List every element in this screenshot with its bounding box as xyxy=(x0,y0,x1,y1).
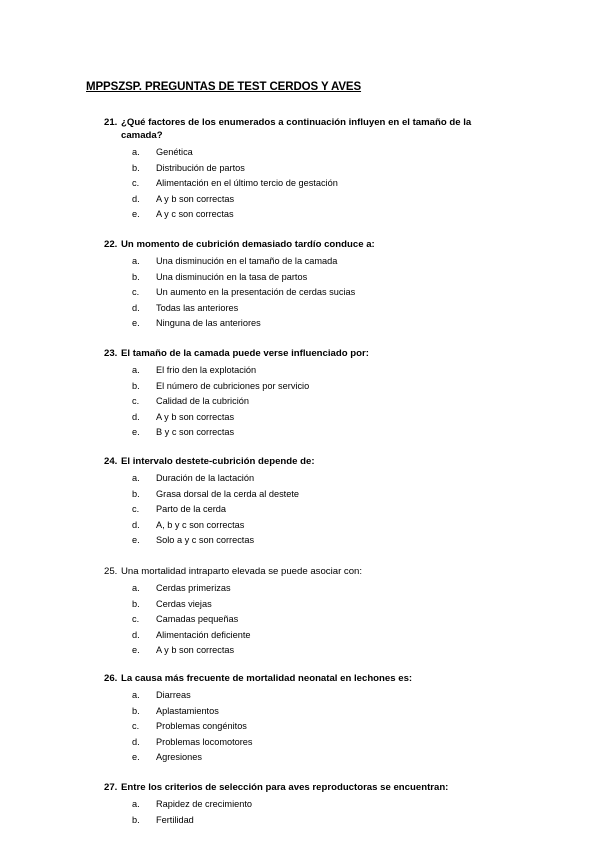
option-text: Duración de la lactación xyxy=(156,473,255,483)
option-letter: e. xyxy=(132,645,140,656)
option-letter: d. xyxy=(132,411,140,422)
option-text: B y c son correctas xyxy=(156,427,235,438)
option-item xyxy=(104,597,504,613)
question-stem xyxy=(104,672,504,685)
option-item xyxy=(104,316,504,332)
option-item xyxy=(104,719,504,735)
question-stem xyxy=(104,565,504,578)
option-item xyxy=(104,176,504,192)
option-text: Camadas pequeñas xyxy=(156,614,239,625)
option-item xyxy=(104,797,504,813)
option-item xyxy=(104,192,504,208)
option-letter: e. xyxy=(132,752,140,763)
option-text: Una disminución en el tamaño de la camada xyxy=(156,256,338,266)
option-letter: b. xyxy=(132,814,140,825)
option-item xyxy=(104,285,504,301)
option-letter: a. xyxy=(132,583,140,593)
option-letter: e. xyxy=(132,318,140,329)
option-item xyxy=(104,207,504,223)
option-letter: c. xyxy=(132,614,140,625)
option-item xyxy=(104,301,504,317)
option-text: Todas las anteriores xyxy=(156,302,239,313)
option-text: Genética xyxy=(156,147,193,157)
option-item xyxy=(104,628,504,644)
question-26 xyxy=(104,672,504,766)
option-item xyxy=(104,518,504,534)
question-text: Un momento de cubrición demasiado tardío conduce a: xyxy=(121,239,375,250)
option-text: Diarreas xyxy=(156,690,191,700)
question-21 xyxy=(104,116,504,223)
question-number: 27. xyxy=(104,782,118,793)
option-letter: a. xyxy=(132,799,140,809)
question-number: 23. xyxy=(104,348,118,359)
question-25 xyxy=(104,565,504,659)
option-text: Fertilidad xyxy=(156,814,194,825)
option-letter: b. xyxy=(132,380,140,391)
option-text: A y c son correctas xyxy=(156,209,234,220)
option-item xyxy=(104,581,504,597)
option-item xyxy=(104,270,504,286)
option-text: Un aumento en la presentación de cerdas sucias xyxy=(156,287,356,298)
question-27 xyxy=(104,781,504,828)
option-letter: d. xyxy=(132,629,140,640)
option-list xyxy=(104,688,504,766)
option-item xyxy=(104,533,504,549)
option-item xyxy=(104,612,504,628)
option-letter: d. xyxy=(132,736,140,747)
question-stem xyxy=(104,238,504,251)
option-text: Solo a y c son correctas xyxy=(156,535,255,546)
option-text: Rapidez de crecimiento xyxy=(156,799,253,809)
question-text: El tamaño de la camada puede verse influenciado por: xyxy=(121,348,369,359)
option-text: Problemas congénitos xyxy=(156,721,247,732)
option-letter: e. xyxy=(132,427,140,438)
option-letter: b. xyxy=(132,488,140,499)
option-letter: a. xyxy=(132,256,140,266)
option-text: Alimentación en el último tercio de gestación xyxy=(156,178,338,189)
option-list xyxy=(104,254,504,332)
option-letter: d. xyxy=(132,519,140,530)
option-text: A y b son correctas xyxy=(156,193,235,204)
question-text: El intervalo destete-cubrición depende de: xyxy=(121,456,315,467)
question-text: Entre los criterios de selección para aves reproductoras se encuentran: xyxy=(121,782,449,793)
option-text: Calidad de la cubrición xyxy=(156,396,249,407)
option-text: Alimentación deficiente xyxy=(156,629,251,640)
question-stem xyxy=(104,781,504,794)
option-letter: c. xyxy=(132,504,140,515)
question-text: La causa más frecuente de mortalidad neonatal en lechones es: xyxy=(121,673,413,684)
option-item xyxy=(104,394,504,410)
option-item xyxy=(104,813,504,829)
option-letter: d. xyxy=(132,193,140,204)
question-text: ¿Qué factores de los enumerados a continuación influyen en el tamaño de la camada? xyxy=(121,117,472,141)
option-text: A y b son correctas xyxy=(156,645,235,656)
option-letter: a. xyxy=(132,473,140,483)
option-text: Problemas locomotores xyxy=(156,736,253,747)
option-text: A, b y c son correctas xyxy=(156,519,245,530)
option-item xyxy=(104,379,504,395)
question-22 xyxy=(104,238,504,332)
question-stem xyxy=(104,455,504,468)
option-item xyxy=(104,750,504,766)
option-item xyxy=(104,410,504,426)
option-item xyxy=(104,704,504,720)
option-text: El frio den la explotación xyxy=(156,365,257,375)
option-text: Aplastamientos xyxy=(156,705,219,716)
option-item xyxy=(104,735,504,751)
question-number: 25. xyxy=(104,566,118,577)
option-letter: e. xyxy=(132,209,140,220)
option-text: Parto de la cerda xyxy=(156,504,226,515)
option-list xyxy=(104,471,504,549)
question-stem xyxy=(104,347,504,360)
option-text: Distribución de partos xyxy=(156,162,245,173)
option-text: Cerdas primerizas xyxy=(156,583,231,593)
option-letter: c. xyxy=(132,721,140,732)
question-stem xyxy=(104,116,504,142)
option-letter: c. xyxy=(132,178,140,189)
option-item xyxy=(104,688,504,704)
option-item xyxy=(104,363,504,379)
option-text: Grasa dorsal de la cerda al destete xyxy=(156,488,299,499)
option-letter: b. xyxy=(132,705,140,716)
option-list xyxy=(104,797,504,828)
question-number: 26. xyxy=(104,673,118,684)
option-text: Agresiones xyxy=(156,752,202,763)
option-item xyxy=(104,254,504,270)
option-letter: e. xyxy=(132,535,140,546)
option-letter: b. xyxy=(132,598,140,609)
option-item xyxy=(104,487,504,503)
question-23 xyxy=(104,347,504,441)
option-text: Una disminución en la tasa de partos xyxy=(156,271,308,282)
option-list xyxy=(104,363,504,441)
option-letter: c. xyxy=(132,287,140,298)
option-item xyxy=(104,502,504,518)
option-text: El número de cubriciones por servicio xyxy=(156,380,310,391)
option-text: Ninguna de las anteriores xyxy=(156,318,261,329)
question-number: 22. xyxy=(104,239,118,250)
option-letter: a. xyxy=(132,365,140,375)
option-item xyxy=(104,145,504,161)
option-list xyxy=(104,581,504,659)
question-text: Una mortalidad intraparto elevada se puede asociar con: xyxy=(121,566,363,577)
option-item xyxy=(104,643,504,659)
question-24 xyxy=(104,455,504,549)
option-letter: d. xyxy=(132,302,140,313)
option-text: Cerdas viejas xyxy=(156,598,212,609)
question-number: 24. xyxy=(104,456,118,467)
option-letter: a. xyxy=(132,690,140,700)
document-title: MPPSZSP. PREGUNTAS DE TEST CERDOS Y AVES xyxy=(86,81,362,93)
option-text: A y b son correctas xyxy=(156,411,235,422)
option-letter: c. xyxy=(132,396,140,407)
option-letter: b. xyxy=(132,271,140,282)
option-item xyxy=(104,471,504,487)
option-item xyxy=(104,161,504,177)
option-list xyxy=(104,145,504,223)
option-letter: b. xyxy=(132,162,140,173)
option-item xyxy=(104,425,504,441)
question-number: 21. xyxy=(104,117,118,128)
option-letter: a. xyxy=(132,147,140,157)
